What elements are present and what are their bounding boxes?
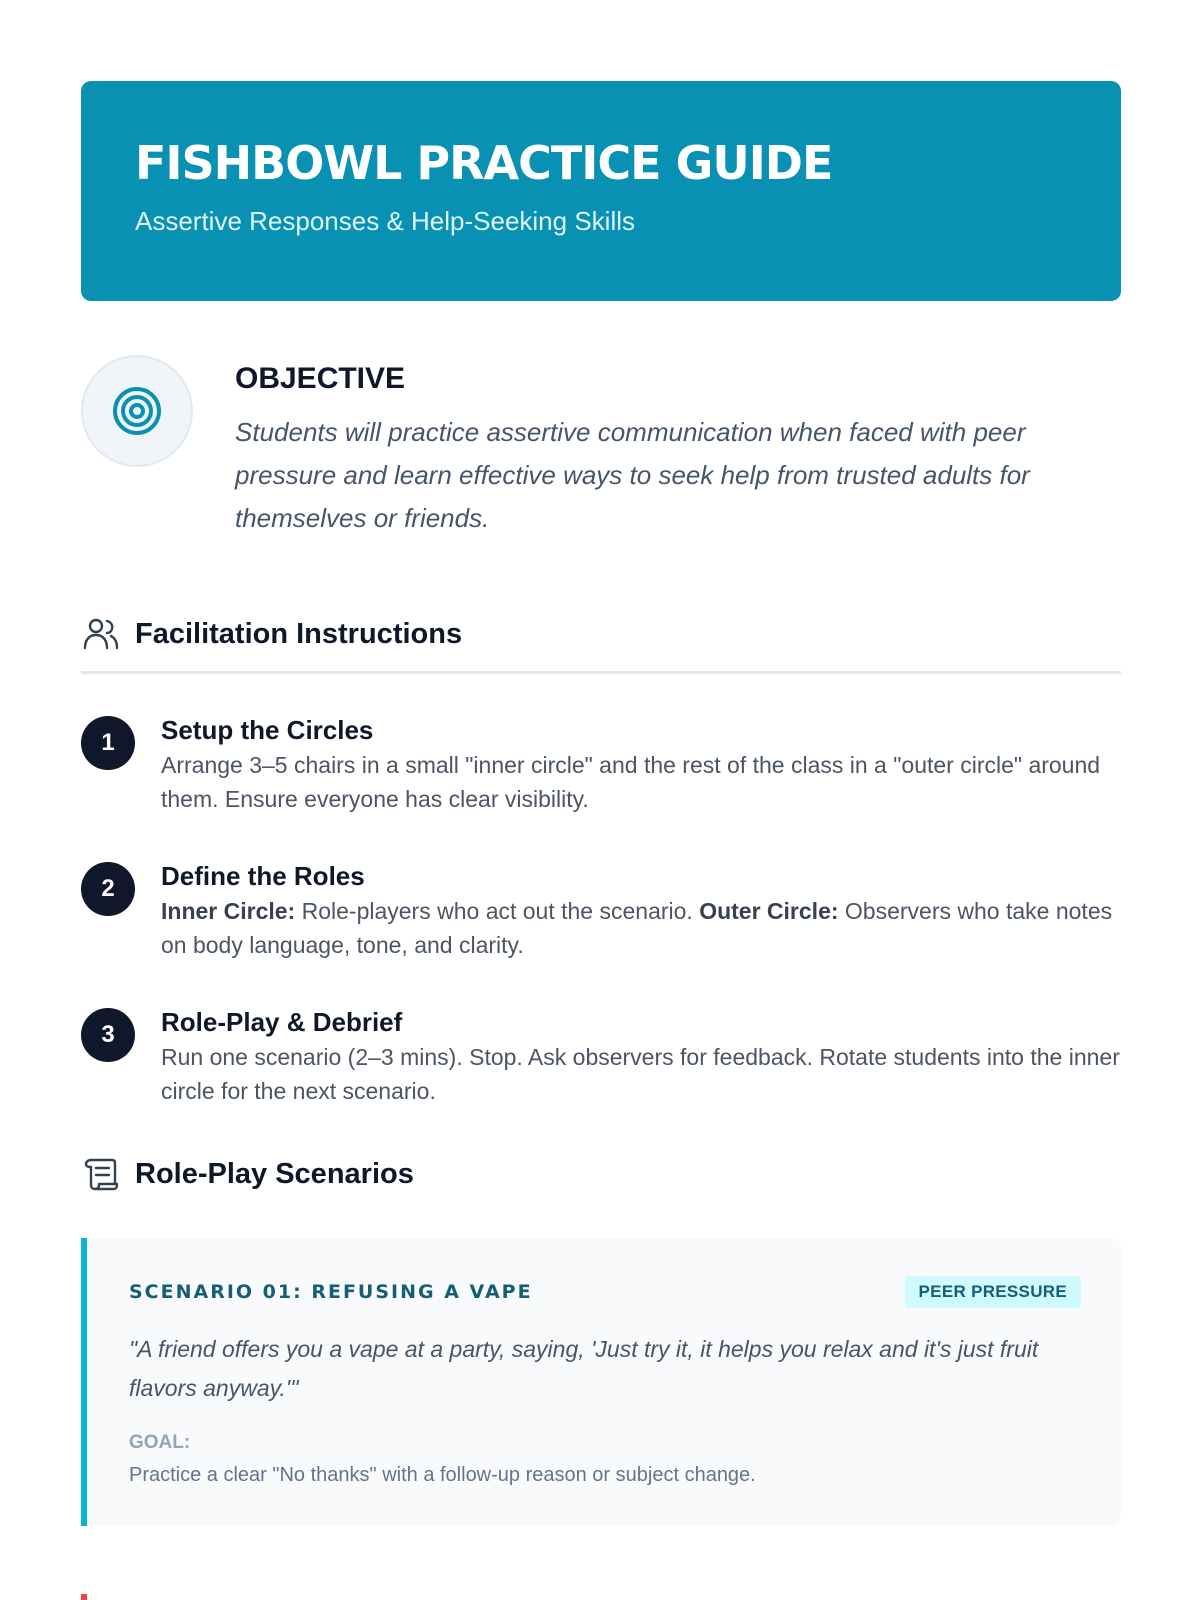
step-body [161,714,1121,814]
objective-icon-badge [81,355,193,467]
scenario-quote: "A friend offers you a vape at a party, saying, 'Just try it, it helps you relax and it's just fruit flavors anyway.'" [129,1336,1039,1401]
page-subtitle: Assertive Responses & Help-Seeking Skills [135,206,635,236]
section-divider [81,671,1121,674]
scenarios-title: Role-Play Scenarios [135,1157,414,1190]
step-text [161,894,1121,962]
step-title: Setup the Circles [161,715,374,745]
outer-circle-label: Outer Circle: [699,898,839,924]
target-icon [111,385,163,437]
scenario-label: SCENARIO 01: REFUSING A VAPE [129,1281,533,1303]
scenario-top [129,1276,1081,1308]
header-banner [81,81,1121,301]
inner-circle-text: Role-players who act out the scenario. [295,898,700,924]
inner-circle-label: Inner Circle: [161,898,296,924]
scroll-icon [81,1154,121,1194]
step-body [161,1006,1121,1106]
step-text: Arrange 3–5 chairs in a small "inner circle" and the rest of the class in a "outer circle" around them. Ensure everyone has clear visibility. [161,752,1101,812]
step-item [81,1006,1121,1106]
scenarios-header [81,1152,1121,1196]
step-body [161,860,1121,960]
objective-title: OBJECTIVE [235,362,406,395]
step-number: 3 [81,1008,135,1062]
step-number: 2 [81,862,135,916]
step-text: Run one scenario (2–3 mins). Stop. Ask observers for feedback. Rotate students into the inner circle for the next scenario. [161,1044,1120,1104]
scenario-goal-label: GOAL: [129,1432,191,1453]
facilitation-title: Facilitation Instructions [135,617,463,650]
scenario-goal-text: Practice a clear "No thanks" with a follow-up reason or subject change. [129,1464,756,1486]
scenario-tag: PEER PRESSURE [905,1276,1081,1308]
objective-section [81,355,1121,540]
objective-text: Students will practice assertive communication when faced with peer pressure and learn effective ways to seek help from trusted adults for themselves or friends. [235,417,1030,533]
page-title: FISHBOWL PRACTICE GUIDE [135,136,833,190]
steps-list [81,714,1121,1106]
step-item [81,860,1121,960]
outer-circle-text: Observers who take notes on body language, tone, and clarity. [161,898,1113,958]
step-item [81,714,1121,814]
step-title: Define the Roles [161,861,365,891]
objective-body [235,355,1115,540]
next-scenario-card-edge [81,1594,87,1600]
scenario-card [81,1238,1121,1526]
step-number: 1 [81,716,135,770]
step-title: Role-Play & Debrief [161,1007,403,1037]
users-icon [81,614,121,654]
facilitation-header [81,612,1121,656]
